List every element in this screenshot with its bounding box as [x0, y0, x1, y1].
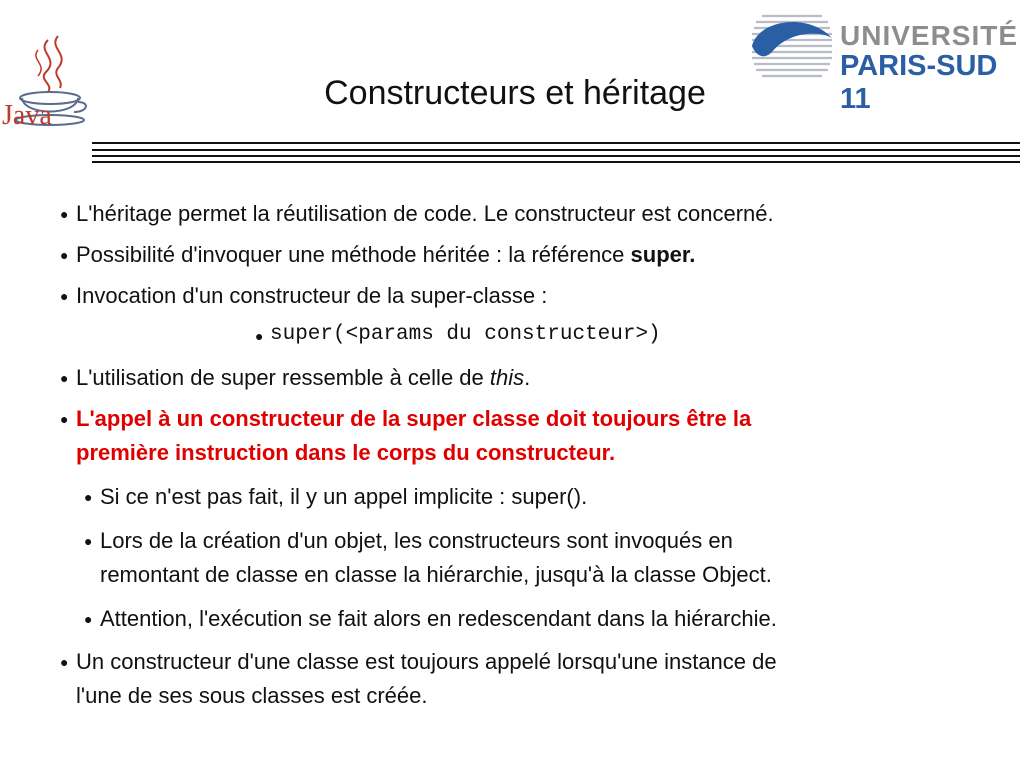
bullet-dot: ● [84, 611, 93, 627]
bullet-super-reference: Possibilité d'invoquer une méthode héritée : la référence super. [76, 242, 696, 267]
bullet-super-like-this: L'utilisation de super ressemble à celle de this. [76, 365, 531, 390]
university-name: UNIVERSITÉ [840, 20, 1019, 51]
bullet-implicit-super-call: Si ce n'est pas fait, il y un appel implicite : super(). [100, 484, 588, 509]
bullet-constructor-chain-up: Lors de la création d'un objet, les constructeurs sont invoqués en remontant de classe en classe la hiérarchie, jusqu'à la classe Object. [100, 528, 772, 587]
header-divider [92, 142, 1020, 166]
java-wordmark: Java [2, 100, 52, 131]
code-super-call: super(<params du constructeur>) [270, 323, 661, 346]
bullet-dot: ● [84, 489, 93, 505]
bullet-invoke-super-constructor: Invocation d'un constructeur de la super-classe : [76, 283, 548, 308]
bullet-subclass-instance: Un constructeur d'une classe est toujours appelé lorsqu'une instance de l'une de ses sous classes est créée. [76, 649, 777, 708]
bullet-dot: ● [60, 288, 69, 304]
bullet-dot: ● [60, 654, 69, 670]
bullet-dot: ● [84, 533, 93, 549]
bullet-execution-order-down: Attention, l'exécution se fait alors en redescendant dans la hiérarchie. [100, 606, 777, 631]
university-logo [748, 2, 1019, 115]
bullet-dot: ● [60, 370, 69, 386]
bullet-dot: ● [255, 328, 264, 344]
bullet-inheritance-reuse: L'héritage permet la réutilisation de code. Le constructeur est concerné. [76, 201, 774, 226]
bullet-dot: ● [60, 411, 69, 427]
university-emblem-icon [748, 2, 836, 90]
university-campus: PARIS-SUD 11 [840, 50, 998, 115]
bullet-dot: ● [60, 247, 69, 263]
bullet-first-instruction-rule: L'appel à un constructeur de la super classe doit toujours être la première instruction dans le corps du constructeur. [76, 406, 752, 465]
page-title: Constructeurs et héritage [324, 74, 706, 112]
bullet-dot: ● [60, 206, 69, 222]
